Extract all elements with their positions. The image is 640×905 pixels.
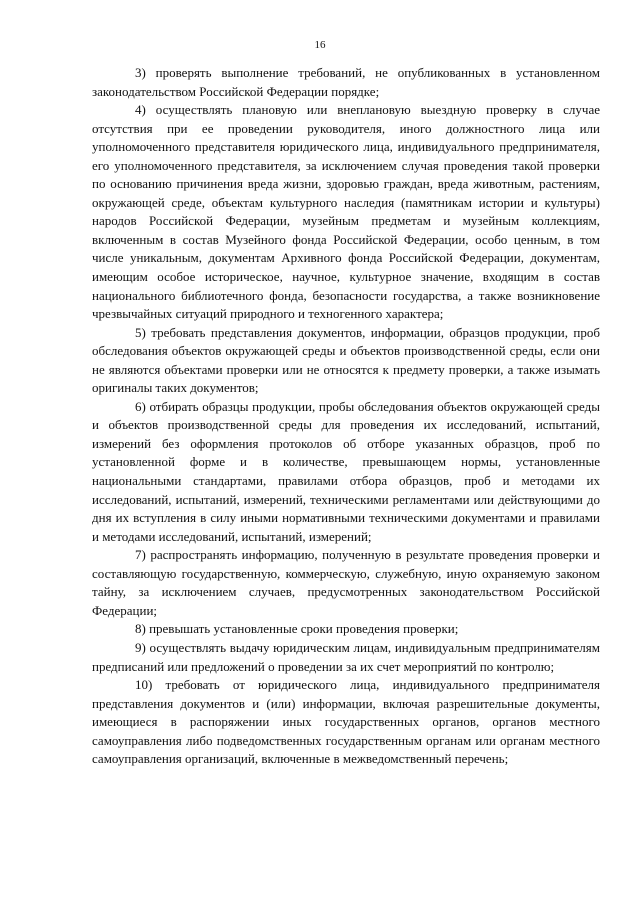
paragraph-item-5: 5) требовать представления документов, информации, образцов продукции, проб обследования объектов окружающей среды и объектов производственной среды, если они не являются объектами проверки или не относятся к предмету проверки, а также изымать оригиналы таких документов; [92,324,600,396]
paragraph-item-7: 7) распространять информацию, полученную в результате проведения проверки и составляющую государственную, коммерческую, служебную, иную охраняемую законом тайну, за исключением случаев, предусмотренных законодательством Российской Федерации; [92,547,600,618]
paragraph-item-4: 4) осуществлять плановую или внеплановую выездную проверку в случае отсутствия при ее проведении руководителя, иного должностного лица или уполномоченного представителя юридического лица, индивидуального предпринимателя, его уполномоченного представителя, за исключением случая проведения такой проверки по основанию причинения вреда жизни, здоровью граждан, вреда животным, растениям, окружающей среде, объектам культурного наследия (памятникам истории и культуры) народов Российской Федерации, музейным предметам и музейным коллекциям, включенным в состав Музейного фонда Российской Федерации, особо ценным, в том числе уникальным, документам Архивного фонда Российской Федерации, документам, имеющим особое историческое, научное, культурное значение, входящим в состав национального библиотечного фонда, безопасности государства, а также возникновение чрезвычайных ситуаций природного и техногенного характера; [92,102,600,322]
paragraph-item-10: 10) требовать от юридического лица, индивидуального предпринимателя представления документов и (или) информации, включая разрешительные документы, имеющиеся в распоряжении иных государственных органов, органов местного самоуправления либо подведомственных государственным органам или органам местного самоуправления организаций, включенные в межведомственный перечень; [92,677,600,767]
paragraph-item-6: 6) отбирать образцы продукции, пробы обследования объектов окружающей среды и объектов производственной среды для проведения их исследований, испытаний, измерений без оформления протоколов об отборе указанных образцов, проб по установленной форме и в количестве, превышающем нормы, установленные национальными стандартами, правилами отбора образцов, проб и методами их исследований, испытаний, измерений, техническими регламентами или действующими до дня их вступления в силу иными нормативными техническими документами и правилами и методами исследований, испытаний, измерений; [92,398,600,544]
document-body [92,64,600,769]
paragraph-item-3: 3) проверять выполнение требований, не опубликованных в установленном законодательством Российской Федерации порядке; [92,65,600,99]
paragraph-item-8: 8) превышать установленные сроки проведения проверки; [135,621,459,637]
paragraph-item-9: 9) осуществлять выдачу юридическим лицам, индивидуальным предпринимателям предписаний или предложений о проведении за их счет мероприятий по контролю; [92,639,600,674]
page-number: 16 [314,39,326,51]
